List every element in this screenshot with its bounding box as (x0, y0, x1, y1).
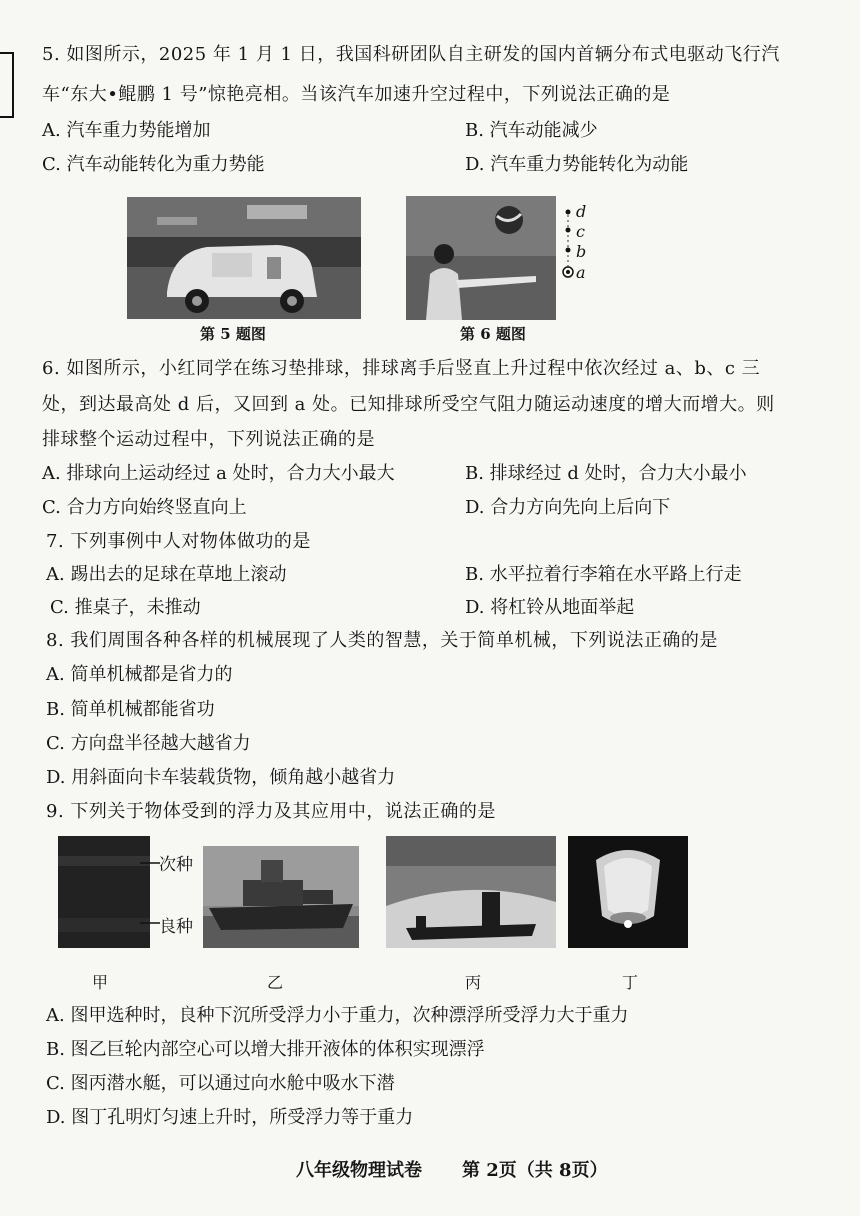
q5-stem-line2: 车“东大•鲲鹏 1 号”惊艳亮相。当该汽车加速升空过程中，下列说法正确的是 (42, 84, 671, 105)
q7-option-c: C. 推桌子，未推动 (50, 597, 201, 618)
q7-stem: 7. 下列事例中人对物体做功的是 (46, 531, 311, 552)
seed-label-top: 次种 (159, 855, 193, 875)
q7-option-b: B. 水平拉着行李箱在水平路上行走 (465, 564, 742, 585)
q5-option-a: A. 汽车重力势能增加 (42, 120, 211, 141)
q6-stem-line2: 处，到达最高处 d 后，又回到 a 处。已知排球所受空气阻力随运动速度的增大而增大。则 (42, 394, 775, 415)
q6-stem-line3: 排球整个运动过程中，下列说法正确的是 (42, 429, 375, 450)
q9-stem: 9. 下列关于物体受到的浮力及其应用中，说法正确的是 (46, 801, 496, 822)
flying-car-photo (127, 197, 361, 319)
ship-photo (203, 846, 359, 948)
q8-stem: 8. 我们周围各种各样的机械展现了人类的智慧，关于简单机械，下列说法正确的是 (46, 630, 718, 651)
q9-option-d: D. 图丁孔明灯匀速上升时，所受浮力等于重力 (46, 1107, 414, 1128)
figure-label-jia: 甲 (92, 973, 109, 992)
q7-option-a: A. 踢出去的足球在草地上滚动 (46, 564, 287, 585)
figure-label-yi: 乙 (267, 973, 284, 992)
q5-option-b: B. 汽车动能减少 (465, 120, 598, 141)
binding-margin-mark (0, 52, 14, 118)
q5-figure-caption: 第 5 题图 (200, 325, 266, 343)
q8-option-c: C. 方向盘半径越大越省力 (46, 733, 251, 754)
q5-option-c: C. 汽车动能转化为重力势能 (42, 154, 265, 175)
q6-stem-line1: 6. 如图所示，小红同学在练习垫排球，排球离手后竖直上升过程中依次经过 a、b、c 三 (42, 358, 761, 379)
q6-label-c: c (576, 222, 585, 241)
figure-label-ding: 丁 (622, 973, 639, 992)
submarine-photo (386, 836, 556, 948)
q6-option-c: C. 合力方向始终竖直向上 (42, 497, 247, 518)
q6-label-d: d (576, 202, 587, 221)
q9-option-b: B. 图乙巨轮内部空心可以增大排开液体的体积实现漂浮 (46, 1039, 485, 1060)
volleyball-photo (406, 196, 556, 320)
seed-selection-photo (58, 836, 150, 948)
sky-lantern-photo (568, 836, 688, 948)
q9-option-c: C. 图丙潜水艇，可以通过向水舱中吸水下潜 (46, 1073, 395, 1094)
q8-option-a: A. 简单机械都是省力的 (46, 664, 233, 685)
seed-label-bottom: 良种 (159, 917, 193, 937)
q6-figure-caption: 第 6 题图 (460, 325, 526, 343)
q7-option-d: D. 将杠铃从地面举起 (465, 597, 635, 618)
q8-option-d: D. 用斜面向卡车装载货物，倾角越小越省力 (46, 767, 396, 788)
q5-option-d: D. 汽车重力势能转化为动能 (465, 154, 689, 175)
seed-pointer-lines (140, 855, 160, 935)
q8-option-b: B. 简单机械都能省功 (46, 699, 215, 720)
q5-stem-line1: 5. 如图所示，2025 年 1 月 1 日，我国科研团队自主研发的国内首辆分布式电驱动飞行汽 (42, 44, 780, 65)
q6-option-a: A. 排球向上运动经过 a 处时，合力大小最大 (42, 463, 395, 484)
q6-label-b: b (576, 242, 587, 261)
q6-option-d: D. 合力方向先向上后向下 (465, 497, 671, 518)
q9-option-a: A. 图甲选种时，良种下沉所受浮力小于重力，次种漂浮所受浮力大于重力 (46, 1005, 629, 1026)
q6-option-b: B. 排球经过 d 处时，合力大小最小 (465, 463, 747, 484)
q6-label-a: a (576, 263, 586, 282)
figure-label-bing: 丙 (465, 973, 482, 992)
footer-page-number: 第 2页（共 8页） (462, 1160, 608, 1181)
footer-subject: 八年级物理试卷 (296, 1160, 422, 1181)
